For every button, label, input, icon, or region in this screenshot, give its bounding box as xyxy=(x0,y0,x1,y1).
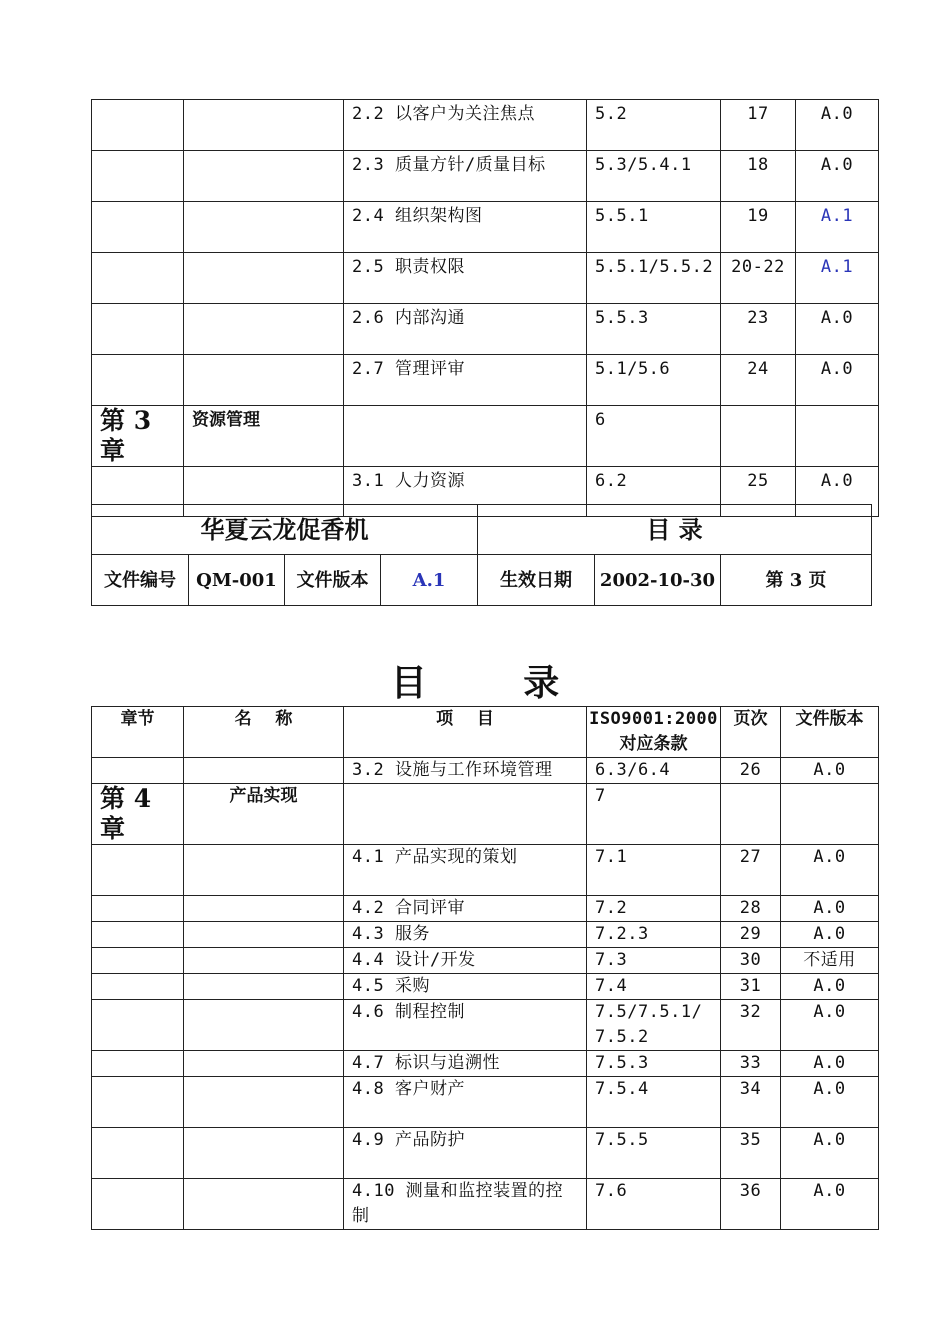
chapter-cell xyxy=(92,304,184,355)
section-title: 目 录 xyxy=(390,662,602,704)
name-cell xyxy=(184,100,344,151)
chapter-cell xyxy=(92,151,184,202)
header-clause-line2: 对应条款 xyxy=(619,734,688,754)
header-version: 文件版本 xyxy=(781,707,879,758)
page-cell: 18 xyxy=(721,151,796,202)
toc-row xyxy=(92,922,879,948)
item-cell: 4.2 合同评审 xyxy=(344,896,587,922)
chapter-cell xyxy=(92,845,184,896)
toc-header-row xyxy=(92,707,879,758)
name-cell xyxy=(184,202,344,253)
name-cell xyxy=(184,845,344,896)
version-cell: A.0 xyxy=(796,467,879,517)
toc-row xyxy=(92,896,879,922)
version-cell: A.0 xyxy=(781,922,879,948)
clause-cell: 5.2 xyxy=(587,100,721,151)
chapter-cell xyxy=(92,202,184,253)
name-cell xyxy=(184,948,344,974)
version-cell: A.0 xyxy=(781,845,879,896)
header-clause-line1: ISO9001:2000 xyxy=(589,709,718,729)
clause-cell: 7 xyxy=(587,784,721,845)
name-cell xyxy=(184,1000,344,1051)
item-cell: 4.3 服务 xyxy=(344,922,587,948)
toc-row xyxy=(92,758,879,784)
doc-version-value: A.1 xyxy=(381,555,478,606)
chapter-cell xyxy=(92,974,184,1000)
clause-cell: 7.1 xyxy=(587,845,721,896)
item-cell: 3.1 人力资源 xyxy=(344,467,587,517)
footer-doc-title: 目 录 xyxy=(478,505,872,555)
header-name: 名 称 xyxy=(184,707,344,758)
page-cell: 30 xyxy=(721,948,781,974)
version-cell: A.0 xyxy=(796,151,879,202)
version-cell: A.0 xyxy=(781,1051,879,1077)
toc-row xyxy=(92,202,879,253)
item-cell: 4.9 产品防护 xyxy=(344,1128,587,1179)
toc-row xyxy=(92,948,879,974)
page-cell: 24 xyxy=(721,355,796,406)
page-cell xyxy=(721,784,781,845)
item-cell: 4.5 采购 xyxy=(344,974,587,1000)
page-cell: 26 xyxy=(721,758,781,784)
version-cell: A.0 xyxy=(796,100,879,151)
toc-row xyxy=(92,1179,879,1230)
page-cell xyxy=(721,406,796,467)
item-cell: 2.5 职责权限 xyxy=(344,253,587,304)
clause-cell: 7.5.5 xyxy=(587,1128,721,1179)
header-page: 页次 xyxy=(721,707,781,758)
clause-cell: 7.6 xyxy=(587,1179,721,1230)
name-cell xyxy=(184,151,344,202)
version-cell xyxy=(796,406,879,467)
toc-row xyxy=(92,304,879,355)
name-cell xyxy=(184,304,344,355)
page-cell: 19 xyxy=(721,202,796,253)
version-cell: A.0 xyxy=(781,1179,879,1230)
toc-row xyxy=(92,100,879,151)
company-name: 华夏云龙促香机 xyxy=(92,505,478,555)
version-cell: A.1 xyxy=(796,253,879,304)
item-cell: 4.4 设计/开发 xyxy=(344,948,587,974)
toc-row xyxy=(92,1128,879,1179)
item-cell: 4.10 测量和监控装置的控制 xyxy=(344,1179,587,1230)
item-cell: 2.3 质量方针/质量目标 xyxy=(344,151,587,202)
page-cell: 33 xyxy=(721,1051,781,1077)
clause-cell: 7.5/7.5.1/7.5.2 xyxy=(587,1000,721,1051)
document-footer xyxy=(91,504,872,606)
page-cell: 20-22 xyxy=(721,253,796,304)
page-cell: 27 xyxy=(721,845,781,896)
clause-cell: 7.4 xyxy=(587,974,721,1000)
name-cell xyxy=(184,896,344,922)
page-cell: 25 xyxy=(721,467,796,517)
clause-cell: 7.5.3 xyxy=(587,1051,721,1077)
item-cell: 2.7 管理评审 xyxy=(344,355,587,406)
page-cell: 28 xyxy=(721,896,781,922)
version-cell: A.0 xyxy=(781,896,879,922)
version-cell xyxy=(781,784,879,845)
version-cell: A.0 xyxy=(781,758,879,784)
chapter-cell xyxy=(92,896,184,922)
chapter-cell xyxy=(92,1077,184,1128)
version-cell: 不适用 xyxy=(781,948,879,974)
toc-row xyxy=(92,845,879,896)
page-number: 第 3 页 xyxy=(721,555,872,606)
header-clause xyxy=(587,707,721,758)
item-cell: 2.2 以客户为关注焦点 xyxy=(344,100,587,151)
clause-cell: 7.2.3 xyxy=(587,922,721,948)
clause-cell: 6 xyxy=(587,406,721,467)
version-cell: A.0 xyxy=(781,1000,879,1051)
name-cell xyxy=(184,1179,344,1230)
name-cell xyxy=(184,355,344,406)
item-cell: 4.8 客户财产 xyxy=(344,1077,587,1128)
clause-cell: 7.2 xyxy=(587,896,721,922)
toc-row xyxy=(92,355,879,406)
page-cell: 32 xyxy=(721,1000,781,1051)
item-cell: 4.6 制程控制 xyxy=(344,1000,587,1051)
chapter-name: 资源管理 xyxy=(184,406,344,467)
clause-cell: 5.5.1/5.5.2 xyxy=(587,253,721,304)
clause-cell: 5.1/5.6 xyxy=(587,355,721,406)
name-cell xyxy=(184,758,344,784)
doc-version-label: 文件版本 xyxy=(285,555,381,606)
chapter-cell xyxy=(92,1128,184,1179)
clause-cell: 7.3 xyxy=(587,948,721,974)
version-cell: A.0 xyxy=(796,304,879,355)
chapter-cell xyxy=(92,1051,184,1077)
toc-row xyxy=(92,1051,879,1077)
chapter-cell xyxy=(92,922,184,948)
item-cell xyxy=(344,784,587,845)
page-cell: 31 xyxy=(721,974,781,1000)
page-cell: 35 xyxy=(721,1128,781,1179)
page-cell: 17 xyxy=(721,100,796,151)
doc-no-label: 文件编号 xyxy=(92,555,189,606)
clause-cell: 6.2 xyxy=(587,467,721,517)
item-cell: 4.7 标识与追溯性 xyxy=(344,1051,587,1077)
page-cell: 23 xyxy=(721,304,796,355)
version-cell: A.1 xyxy=(796,202,879,253)
header-item: 项 目 xyxy=(344,707,587,758)
page-cell: 36 xyxy=(721,1179,781,1230)
chapter-cell xyxy=(92,355,184,406)
toc-row xyxy=(92,1077,879,1128)
chapter-cell xyxy=(92,100,184,151)
toc-table-top xyxy=(91,99,879,517)
item-cell: 2.6 内部沟通 xyxy=(344,304,587,355)
clause-cell: 5.3/5.4.1 xyxy=(587,151,721,202)
clause-cell: 5.5.1 xyxy=(587,202,721,253)
name-cell xyxy=(184,922,344,948)
effective-date-value: 2002-10-30 xyxy=(595,555,721,606)
chapter-name: 产品实现 xyxy=(184,784,344,845)
chapter-label: 第 3 章 xyxy=(92,406,184,467)
version-cell: A.0 xyxy=(781,1077,879,1128)
clause-cell: 6.3/6.4 xyxy=(587,758,721,784)
item-cell: 4.1 产品实现的策划 xyxy=(344,845,587,896)
version-cell: A.0 xyxy=(796,355,879,406)
chapter-cell xyxy=(92,1000,184,1051)
item-cell: 2.4 组织架构图 xyxy=(344,202,587,253)
chapter-cell xyxy=(92,948,184,974)
clause-cell: 5.5.3 xyxy=(587,304,721,355)
header-chapter: 章节 xyxy=(92,707,184,758)
chapter-row-4 xyxy=(92,784,879,845)
chapter-cell xyxy=(92,758,184,784)
item-cell: 3.2 设施与工作环境管理 xyxy=(344,758,587,784)
toc-row xyxy=(92,974,879,1000)
chapter-label: 第 4 章 xyxy=(92,784,184,845)
toc-table-bottom xyxy=(91,706,879,1230)
toc-row xyxy=(92,253,879,304)
name-cell xyxy=(184,1077,344,1128)
name-cell xyxy=(184,1051,344,1077)
clause-cell: 7.5.4 xyxy=(587,1077,721,1128)
version-cell: A.0 xyxy=(781,974,879,1000)
effective-date-label: 生效日期 xyxy=(478,555,595,606)
doc-no-value: QM-001 xyxy=(189,555,285,606)
version-cell: A.0 xyxy=(781,1128,879,1179)
page-cell: 34 xyxy=(721,1077,781,1128)
name-cell xyxy=(184,1128,344,1179)
toc-row xyxy=(92,151,879,202)
chapter-row-3 xyxy=(92,406,879,467)
page-cell: 29 xyxy=(721,922,781,948)
item-cell xyxy=(344,406,587,467)
name-cell xyxy=(184,974,344,1000)
chapter-cell xyxy=(92,253,184,304)
chapter-cell xyxy=(92,1179,184,1230)
toc-table-top-body xyxy=(92,100,879,517)
toc-table-bottom-body xyxy=(92,707,879,1230)
name-cell xyxy=(184,253,344,304)
toc-row xyxy=(92,1000,879,1051)
